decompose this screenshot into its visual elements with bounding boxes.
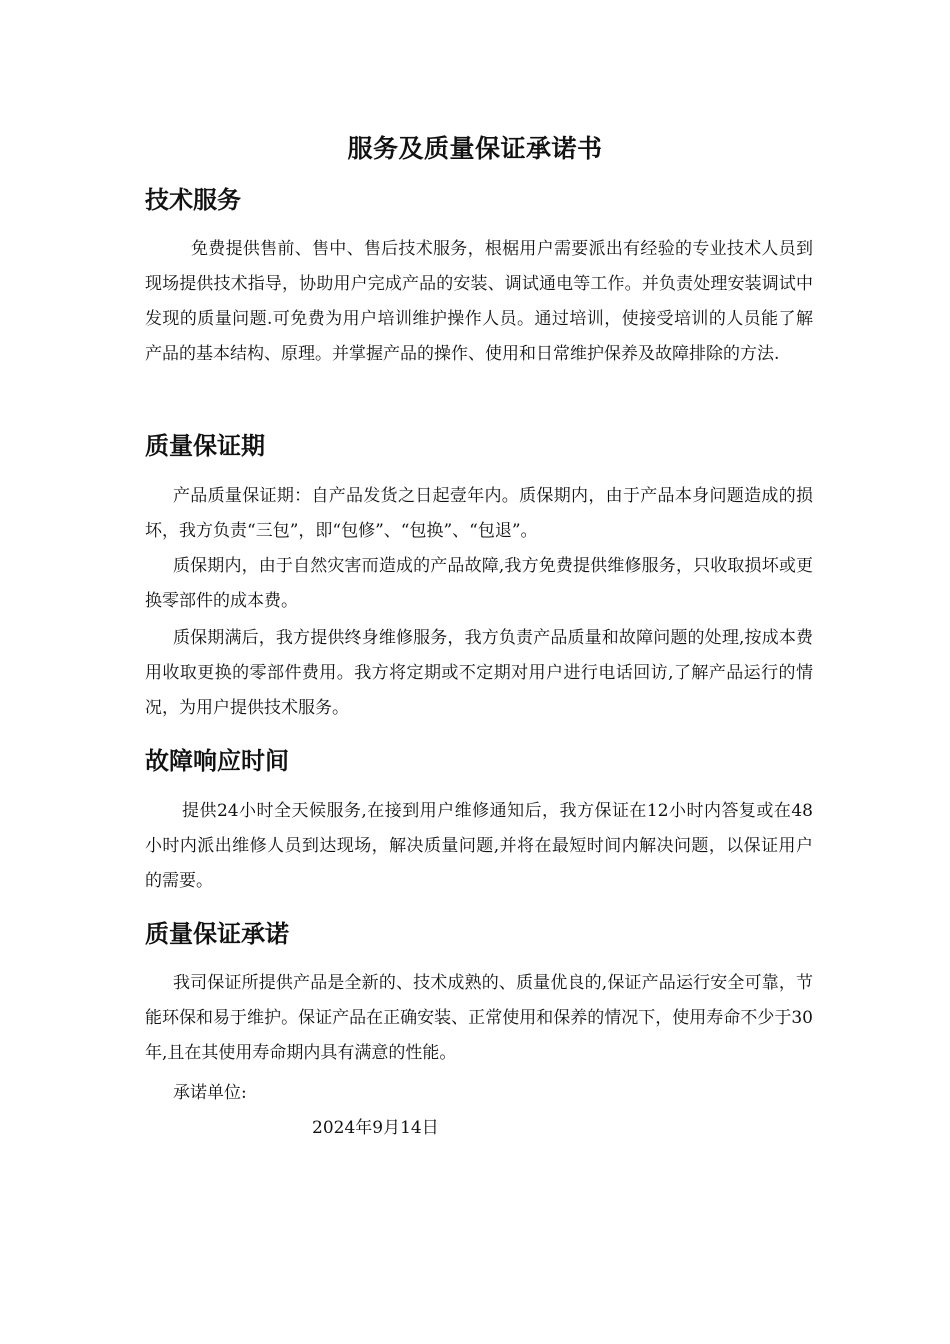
document-title: 服务及质量保证承诺书 (347, 134, 603, 163)
quality-commitment-paragraph: 我司保证所提供产品是全新的、技术成熟的、质量优良的,保证产品运行安全可靠，节能环保和易于维护。保证产品在正确安装、正常使用和保养的情况下，使用寿命不少于30年,且在其使用寿命期内具有满意的性能。 (145, 973, 813, 1063)
section-heading-warranty-period: 质量保证期 (145, 432, 265, 460)
response-time-paragraph: 提供24小时全天候服务,在接到用户维修通知后，我方保证在12小时内答复或在48小时内派出维修人员到达现场，解决质量问题,并将在最短时间内解决问题，以保证用户的需要。 (145, 801, 813, 891)
section-heading-quality-commitment: 质量保证承诺 (145, 920, 289, 948)
section-heading-technical-service: 技术服务 (145, 186, 241, 214)
warranty-period-paragraph-2: 质保期内，由于自然灾害而造成的产品故障,我方免费提供维修服务，只收取损坏或更换零部件的成本费。 (145, 556, 813, 611)
technical-service-paragraph: 免费提供售前、售中、售后技术服务，根椐用户需要派出有经验的专业技术人员到现场提供技术指导，协助用户完成产品的安装、调试通电等工作。并负责处理安装调试中发现的质量问题.可免费为用户培训维护操作人员。通过培训，使接受培训的人员能了解产品的基本结构、原理。并掌握产品的操作、使用和日常维护保养及故障排除的方法. (145, 239, 813, 364)
warranty-period-paragraph-1: 产品质量保证期：自产品发货之日起壹年内。质保期内，由于产品本身问题造成的损坏，我方负责“三包”，即“包修”、“包换”、“包退”。 (145, 486, 813, 541)
signature-date: 2024年9月14日 (312, 1118, 439, 1138)
signature-label: 承诺单位: (173, 1083, 247, 1103)
warranty-period-paragraph-3: 质保期满后，我方提供终身维修服务，我方负责产品质量和故障问题的处理,按成本费用收取更换的零部件费用。我方将定期或不定期对用户进行电话回访,了解产品运行的情况，为用户提供技术服务。 (145, 628, 813, 718)
section-heading-response-time: 故障响应时间 (145, 747, 289, 775)
